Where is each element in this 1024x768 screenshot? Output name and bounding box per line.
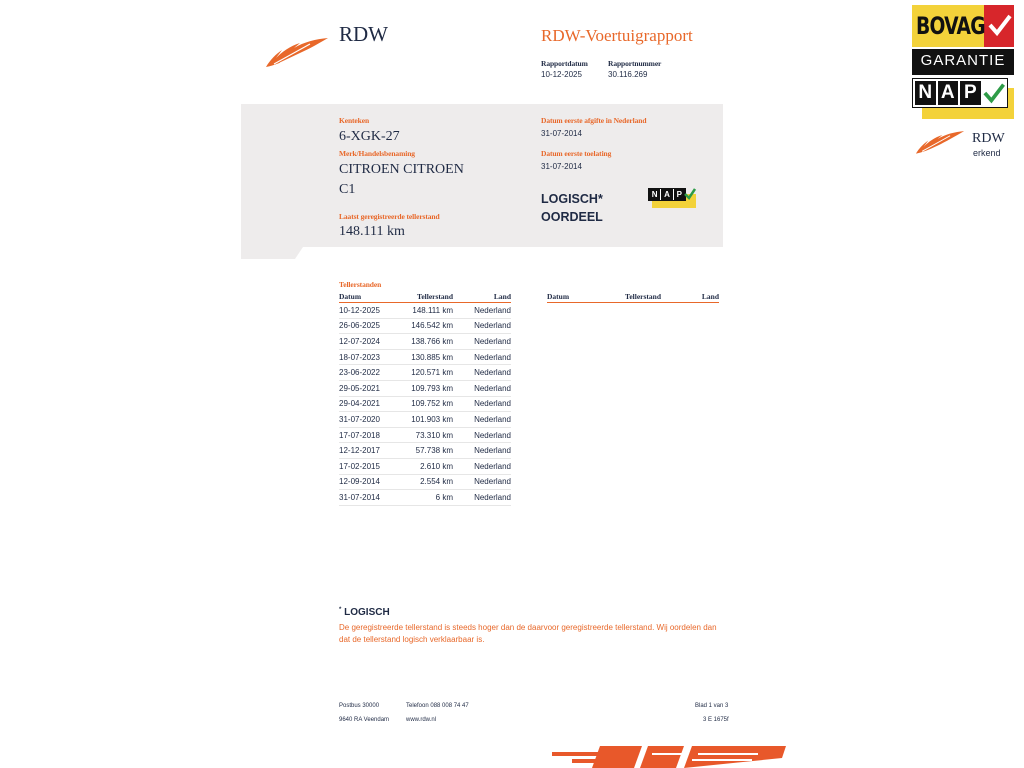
footer-city: 9640 RA Veendam (339, 717, 390, 723)
first-issue-nl-label: Datum eerste afgifte in Nederland (541, 116, 647, 125)
col-date-2: Datum (547, 292, 609, 303)
reading-date: 17-02-2015 (339, 458, 401, 474)
nap-badge (912, 78, 1014, 119)
report-number-label: Rapportnummer (608, 59, 662, 68)
reading-country: Nederland (453, 334, 511, 350)
reading-country: Nederland (453, 380, 511, 396)
nap-a: A (938, 81, 959, 105)
nap-small-n: N (649, 189, 660, 200)
table-row (339, 380, 511, 396)
report-title: RDW-Voertuigrapport (541, 26, 693, 45)
reading-date: 12-07-2024 (339, 334, 401, 350)
plate-label: Kenteken (339, 116, 370, 125)
make-label: Merk/Handelsbenaming (339, 149, 415, 158)
table-row (339, 396, 511, 412)
rdw-logo-icon (264, 34, 330, 70)
nap-small-p: P (674, 189, 685, 200)
bovag-badge (912, 5, 1014, 75)
reading-odometer: 2.554 km (401, 474, 453, 490)
reading-country: Nederland (453, 303, 511, 319)
reading-odometer: 109.752 km (401, 396, 453, 412)
footnote-title: * LOGISCH (339, 607, 390, 618)
reading-odometer: 130.885 km (401, 349, 453, 365)
reading-country: Nederland (453, 365, 511, 381)
reading-date: 29-05-2021 (339, 380, 401, 396)
table-row (339, 349, 511, 365)
reading-date: 29-04-2021 (339, 396, 401, 412)
verdict-line1: LOGISCH* (541, 192, 603, 206)
verdict-line2: OORDEEL (541, 210, 603, 224)
footer-web: www.rdw.nl (406, 717, 437, 723)
reading-date: 10-12-2025 (339, 303, 401, 319)
col-country-2: Land (661, 292, 719, 303)
col-country: Land (453, 292, 511, 303)
table-row (339, 458, 511, 474)
report-date-label: Rapportdatum (541, 59, 588, 68)
footer-code: 3 E 1675f (703, 717, 729, 723)
first-issue-nl-value: 31-07-2014 (541, 129, 582, 138)
col-odometer: Tellerstand (401, 292, 453, 303)
reading-country: Nederland (453, 396, 511, 412)
footnote-text-2: dat de tellerstand logisch verklaarbaar is. (339, 635, 485, 644)
col-date: Datum (339, 292, 401, 303)
reading-country: Nederland (453, 412, 511, 428)
col-odometer-2: Tellerstand (609, 292, 661, 303)
report-number: 30.116.269 (608, 70, 648, 79)
checkmark-icon (684, 188, 696, 200)
odometer-value: 148.111 km (339, 224, 405, 239)
reading-date: 12-12-2017 (339, 443, 401, 459)
reading-odometer: 146.542 km (401, 318, 453, 334)
reading-country: Nederland (453, 474, 511, 490)
bovag-text: BOVAG (916, 12, 985, 40)
reading-date: 31-07-2020 (339, 412, 401, 428)
reading-date: 23-06-2022 (339, 365, 401, 381)
readings-title: Tellerstanden (339, 280, 382, 289)
readings-table-continued (547, 292, 719, 303)
odometer-label: Laatst geregistreerde tellerstand (339, 212, 440, 221)
nap-small-a: A (661, 189, 672, 200)
reading-odometer: 73.310 km (401, 427, 453, 443)
reading-country: Nederland (453, 427, 511, 443)
make-line1: CITROEN CITROEN (339, 162, 464, 177)
table-row (339, 412, 511, 428)
reading-odometer: 101.903 km (401, 412, 453, 428)
reading-date: 12-09-2014 (339, 474, 401, 490)
reading-odometer: 138.766 km (401, 334, 453, 350)
reading-date: 18-07-2023 (339, 349, 401, 365)
garantie-text: GARANTIE (920, 52, 1006, 69)
reading-country: Nederland (453, 349, 511, 365)
nap-n: N (915, 81, 936, 105)
reading-country: Nederland (453, 458, 511, 474)
footer-page: Blad 1 van 3 (695, 703, 729, 709)
reading-country: Nederland (453, 318, 511, 334)
reading-odometer: 120.571 km (401, 365, 453, 381)
footer-phone: Telefoon 088 008 74 47 (406, 703, 469, 709)
decorative-stripes-icon (552, 744, 786, 768)
report-date: 10-12-2025 (541, 70, 582, 79)
reading-country: Nederland (453, 443, 511, 459)
reading-date: 17-07-2018 (339, 427, 401, 443)
footnote-title-text: LOGISCH (344, 607, 390, 618)
reading-odometer: 109.793 km (401, 380, 453, 396)
check-icon (988, 13, 1012, 37)
first-admission-value: 31-07-2014 (541, 162, 582, 171)
table-row (339, 365, 511, 381)
reading-date: 26-06-2025 (339, 318, 401, 334)
reading-odometer: 148.111 km (401, 303, 453, 319)
rdw-erkend-logo-icon (914, 128, 966, 156)
table-row (339, 303, 511, 319)
first-admission-label: Datum eerste toelating (541, 149, 612, 158)
table-row (339, 443, 511, 459)
nap-check-icon (983, 81, 1005, 105)
readings-table (339, 292, 511, 506)
reading-odometer: 57.738 km (401, 443, 453, 459)
make-line2: C1 (339, 182, 356, 197)
nap-p: P (960, 81, 981, 105)
rdw-erkend-text: erkend (973, 148, 1001, 158)
vehicle-summary-band (241, 104, 723, 247)
plate-value: 6-XGK-27 (339, 129, 400, 144)
reading-odometer: 6 km (401, 490, 453, 506)
table-row (339, 427, 511, 443)
table-row (339, 490, 511, 506)
table-row (339, 334, 511, 350)
reading-country: Nederland (453, 490, 511, 506)
reading-odometer: 2.610 km (401, 458, 453, 474)
brand-name: RDW (339, 22, 388, 46)
nap-badge-small (648, 188, 696, 208)
footer-postbus: Postbus 30000 (339, 703, 380, 709)
footnote-text-1: De geregistreerde tellerstand is steeds hoger dan de daarvoor geregistreerde tellerstand. Wij oordelen dan (339, 623, 717, 632)
reading-date: 31-07-2014 (339, 490, 401, 506)
table-row (339, 318, 511, 334)
rdw-erkend-name: RDW (972, 131, 1005, 146)
band-notch (241, 247, 303, 259)
table-row (339, 474, 511, 490)
